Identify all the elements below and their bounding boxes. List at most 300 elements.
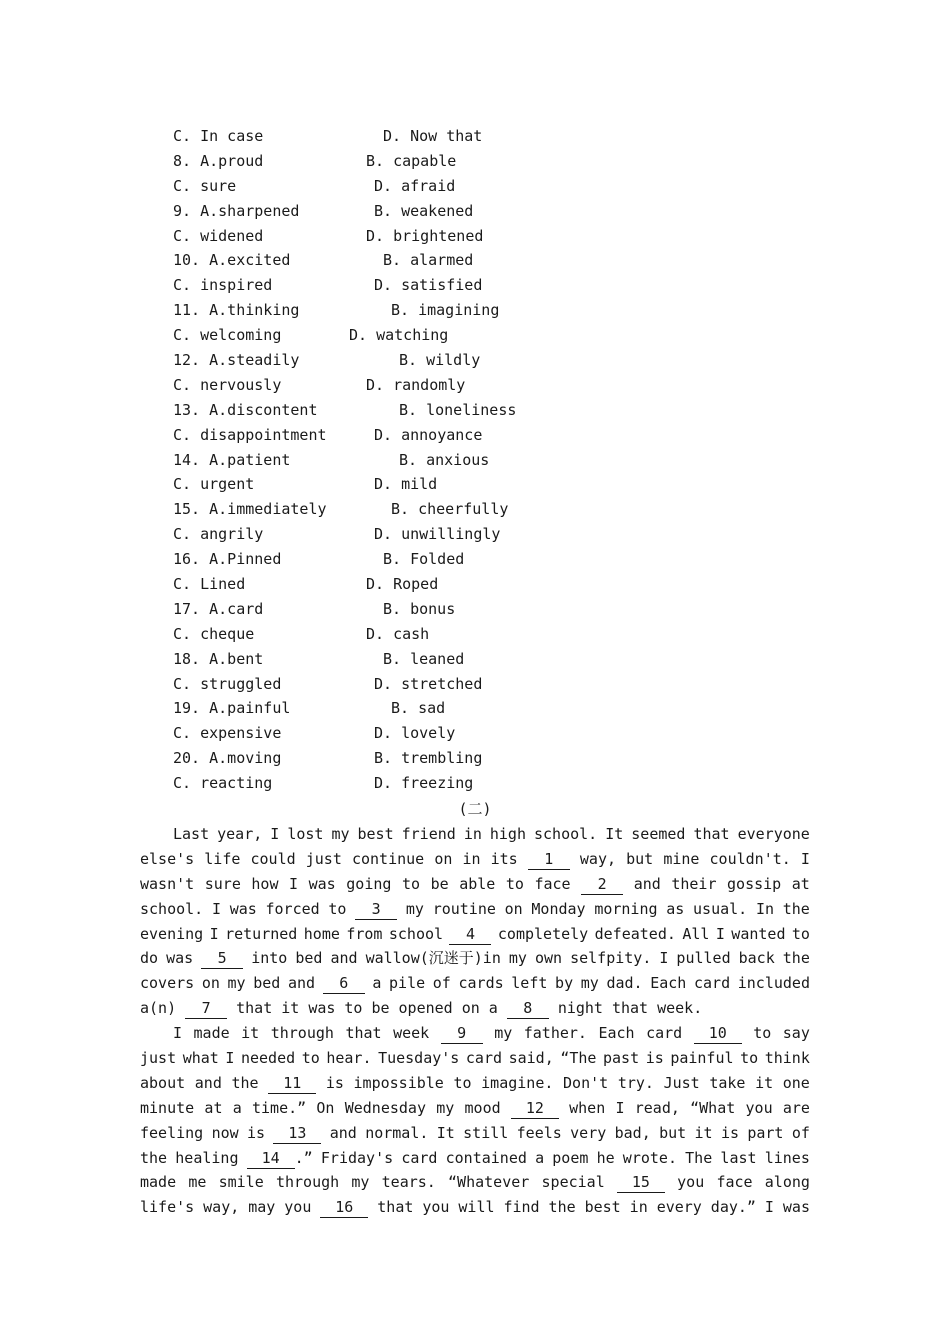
passage-word: minute bbox=[140, 1098, 195, 1117]
option-row bbox=[173, 149, 573, 174]
passage-word: needed bbox=[240, 1049, 296, 1068]
blank-slot bbox=[323, 971, 365, 996]
passage-word: at bbox=[791, 874, 810, 893]
passage-word: I bbox=[800, 849, 810, 868]
passage-line bbox=[140, 922, 810, 947]
passage-word: when bbox=[569, 1098, 606, 1117]
passage-word: lines bbox=[764, 1148, 810, 1167]
passage-word: and bbox=[633, 874, 661, 893]
passage-word: school. bbox=[140, 899, 204, 918]
passage-word: part bbox=[747, 1123, 784, 1142]
option-row bbox=[173, 672, 573, 697]
passage-word: Tuesday's bbox=[378, 1049, 460, 1068]
option-right: B. Folded bbox=[383, 550, 465, 569]
option-row bbox=[173, 497, 573, 522]
passage-line bbox=[140, 1146, 810, 1171]
passage-word: best bbox=[357, 825, 394, 843]
passage-word: I bbox=[270, 825, 280, 843]
passage-word: its bbox=[490, 849, 518, 868]
blank-number: 9 bbox=[441, 1024, 483, 1044]
passage-line bbox=[140, 1121, 810, 1146]
passage-word: “The bbox=[560, 1049, 597, 1068]
option-left: 15. A.immediately bbox=[173, 500, 327, 519]
passage-word: in bbox=[629, 1198, 648, 1217]
option-row bbox=[173, 721, 573, 746]
passage-word: card bbox=[693, 974, 731, 993]
passage-word: couldn't. bbox=[709, 849, 791, 868]
option-right: D. stretched bbox=[374, 674, 483, 693]
option-left: C. disappointment bbox=[173, 425, 327, 444]
passage-word: own bbox=[534, 949, 563, 968]
blank-number: 15 bbox=[617, 1173, 665, 1193]
passage-line bbox=[140, 1021, 810, 1046]
option-right: D. afraid bbox=[374, 176, 456, 195]
blank-slot bbox=[320, 1195, 368, 1220]
passage-word: Just bbox=[663, 1073, 700, 1092]
blank-slot bbox=[247, 1146, 313, 1171]
passage-word: usual. bbox=[693, 899, 748, 918]
passage-word: card bbox=[465, 1049, 503, 1068]
passage-line bbox=[140, 897, 810, 922]
option-left: C. expensive bbox=[173, 724, 282, 743]
passage-word: it bbox=[694, 1123, 713, 1142]
blank-slot bbox=[617, 1170, 665, 1195]
blank-number: 14 bbox=[247, 1149, 295, 1169]
passage-word: routine bbox=[432, 899, 496, 918]
option-right: B. trembling bbox=[374, 749, 483, 768]
option-right: B. weakened bbox=[374, 201, 474, 220]
option-row bbox=[173, 398, 573, 423]
passage-word: to bbox=[753, 1024, 772, 1043]
passage-word: you bbox=[745, 1098, 773, 1117]
passage-word: Don't bbox=[563, 1073, 609, 1092]
passage-word: On bbox=[316, 1098, 335, 1117]
passage-word: school bbox=[388, 924, 444, 943]
blank-slot bbox=[511, 1096, 559, 1121]
passage-word: continue bbox=[351, 849, 425, 868]
passage-word: that bbox=[377, 1198, 414, 1217]
passage-word: that bbox=[236, 999, 273, 1018]
passage-word: made bbox=[140, 1173, 177, 1192]
passage-word: along bbox=[764, 1173, 810, 1192]
passage-word: week. bbox=[657, 999, 703, 1018]
option-right: B. anxious bbox=[399, 450, 490, 469]
option-row bbox=[173, 448, 573, 473]
passage-word: now bbox=[211, 1123, 239, 1142]
passage-word: past bbox=[603, 1049, 640, 1068]
passage-word: was bbox=[308, 999, 336, 1018]
option-row bbox=[173, 348, 573, 373]
passage-word: Each bbox=[650, 974, 687, 993]
option-left: 10. A.excited bbox=[173, 251, 291, 270]
passage-word: to bbox=[791, 924, 810, 943]
blank-slot bbox=[507, 996, 549, 1021]
passage-word: returned bbox=[225, 924, 298, 943]
blank-slot bbox=[185, 996, 227, 1021]
passage-word: very bbox=[570, 1123, 607, 1142]
passage-word: my bbox=[331, 825, 350, 843]
blank-number: 2 bbox=[581, 875, 623, 895]
passage-word: is bbox=[645, 1049, 664, 1068]
passage-word: was bbox=[308, 874, 336, 893]
passage-word: are bbox=[782, 1098, 810, 1117]
option-left: C. Lined bbox=[173, 575, 246, 594]
option-right: B. cheerfully bbox=[391, 500, 509, 519]
blank-slot bbox=[268, 1071, 316, 1096]
passage-word: impossible bbox=[353, 1073, 444, 1092]
passage-word: friend bbox=[401, 825, 456, 843]
passage-word: “What bbox=[690, 1098, 736, 1117]
passage-word: home bbox=[303, 924, 340, 943]
option-row bbox=[173, 746, 573, 771]
passage-word: father. bbox=[523, 1024, 587, 1043]
passage-word: It bbox=[436, 1123, 455, 1142]
passage-line bbox=[140, 1096, 810, 1121]
passage-word: best bbox=[584, 1198, 621, 1217]
option-left: C. urgent bbox=[173, 475, 255, 494]
passage-word: on bbox=[201, 974, 220, 993]
passage-word: year, bbox=[217, 825, 263, 843]
option-right: D. freezing bbox=[374, 774, 474, 793]
passage-word: Wednesday bbox=[344, 1098, 426, 1117]
option-left: C. widened bbox=[173, 226, 264, 245]
passage-word: painful bbox=[670, 1049, 734, 1068]
passage-word: In bbox=[755, 899, 774, 918]
passage-word: that bbox=[611, 999, 649, 1018]
passage-word: Each bbox=[598, 1024, 635, 1043]
option-row bbox=[173, 522, 573, 547]
blank-number: 10 bbox=[694, 1024, 742, 1044]
passage-word: take bbox=[709, 1073, 746, 1092]
passage-word: on bbox=[461, 999, 480, 1018]
passage-line bbox=[140, 822, 810, 847]
option-row bbox=[173, 273, 573, 298]
passage-word: it bbox=[241, 1024, 260, 1043]
blank-number: 16 bbox=[320, 1198, 368, 1218]
passage-word: healing bbox=[175, 1148, 239, 1167]
option-row bbox=[173, 622, 573, 647]
passage-word: Friday's bbox=[320, 1148, 394, 1167]
option-right: B. wildly bbox=[399, 351, 481, 370]
passage-word: I bbox=[225, 1049, 235, 1068]
option-right: D. mild bbox=[374, 475, 438, 494]
option-row bbox=[173, 572, 573, 597]
option-right: D. Now that bbox=[383, 127, 483, 145]
option-row bbox=[173, 174, 573, 199]
passage-word: night bbox=[557, 999, 603, 1018]
passage-word: just bbox=[305, 849, 342, 868]
option-right: B. imagining bbox=[391, 301, 500, 320]
option-right: D. unwillingly bbox=[374, 525, 501, 544]
passage-word: it bbox=[755, 1073, 774, 1092]
option-right: B. capable bbox=[366, 151, 457, 170]
passage-word: imagine. bbox=[481, 1073, 554, 1092]
passage-word: to bbox=[401, 874, 421, 893]
passage-word: life bbox=[204, 849, 241, 868]
passage-word: may bbox=[248, 1198, 276, 1217]
passage-word: time.” bbox=[251, 1098, 307, 1117]
passage-word: poem bbox=[552, 1148, 589, 1167]
passage-word: the bbox=[782, 949, 810, 968]
blank-number: 12 bbox=[511, 1099, 559, 1119]
passage-word: left bbox=[511, 974, 548, 993]
option-right: D. cash bbox=[366, 624, 430, 643]
passage-word: feeling bbox=[140, 1123, 204, 1142]
option-left: C. struggled bbox=[173, 674, 282, 693]
passage-word: to bbox=[505, 874, 524, 893]
passage-word: every bbox=[656, 1198, 702, 1217]
passage-word: just bbox=[140, 1049, 177, 1068]
passage-word: dad. bbox=[606, 974, 643, 993]
option-left: 9. A.sharpened bbox=[173, 201, 300, 220]
option-left: 14. A.patient bbox=[173, 450, 291, 469]
option-left: C. welcoming bbox=[173, 326, 282, 345]
passage-word: Monday bbox=[531, 899, 586, 918]
option-row bbox=[173, 248, 573, 273]
option-left: C. sure bbox=[173, 176, 237, 195]
passage-word: you bbox=[284, 1198, 312, 1217]
passage-word: I bbox=[615, 1098, 625, 1117]
passage-word: lost bbox=[287, 825, 324, 843]
option-left: 12. A.steadily bbox=[173, 351, 300, 370]
passage-word: through bbox=[270, 1024, 334, 1043]
passage-word: about bbox=[140, 1073, 186, 1092]
passage-word: the bbox=[548, 1198, 576, 1217]
option-right: D. annoyance bbox=[374, 425, 483, 444]
passage-word: my bbox=[508, 949, 527, 968]
passage-word: said, bbox=[508, 1049, 554, 1068]
option-row bbox=[173, 647, 573, 672]
option-left: 13. A.discontent bbox=[173, 400, 318, 419]
passage-word: I bbox=[289, 874, 299, 893]
option-right: D. lovely bbox=[374, 724, 456, 743]
blank-slot bbox=[273, 1121, 321, 1146]
blank-slot bbox=[528, 847, 570, 872]
passage-word: my bbox=[405, 899, 424, 918]
passage-word: day.” bbox=[710, 1198, 756, 1217]
option-left: 19. A.painful bbox=[173, 699, 291, 718]
passage-word: I bbox=[173, 1024, 183, 1043]
option-row bbox=[173, 771, 573, 796]
passage-word: special bbox=[541, 1173, 605, 1192]
passage-word: gossip bbox=[727, 874, 782, 893]
passage-word: my bbox=[436, 1098, 455, 1117]
section-title: (二) bbox=[458, 800, 492, 818]
passage-word: bed bbox=[253, 974, 281, 993]
passage-word: I bbox=[715, 924, 725, 943]
option-right: D. Roped bbox=[366, 575, 439, 594]
passage-word: and bbox=[194, 1073, 222, 1092]
passage-word: defeated. bbox=[594, 924, 676, 943]
option-right: B. alarmed bbox=[383, 251, 474, 270]
passage-line bbox=[140, 1170, 810, 1195]
passage-word: from bbox=[346, 924, 383, 943]
blank-suffix: .” bbox=[294, 1148, 313, 1167]
passage-word: bed bbox=[295, 949, 323, 968]
option-row bbox=[173, 124, 573, 149]
passage-word: pulled bbox=[676, 949, 731, 968]
passage-word: able bbox=[459, 874, 496, 893]
passage-word: a bbox=[232, 1098, 242, 1117]
passage-word: included bbox=[737, 974, 810, 993]
blank-number: 4 bbox=[449, 925, 491, 945]
passage-word: through bbox=[275, 1173, 340, 1192]
passage-word: morning bbox=[594, 899, 658, 918]
cloze-passage bbox=[140, 822, 810, 1220]
passage-line bbox=[140, 1071, 810, 1096]
option-right: B. sad bbox=[391, 699, 446, 718]
passage-word: everyone bbox=[737, 825, 810, 843]
passage-word: I bbox=[211, 899, 221, 918]
passage-line bbox=[140, 996, 810, 1021]
passage-word: school. bbox=[534, 825, 598, 843]
passage-word: a bbox=[372, 974, 382, 993]
passage-word: high bbox=[489, 825, 526, 843]
option-row bbox=[173, 696, 573, 721]
passage-word: to bbox=[740, 1049, 759, 1068]
passage-word: wallow(沉迷于)in bbox=[365, 949, 501, 968]
passage-word: made bbox=[193, 1024, 230, 1043]
passage-word: on bbox=[434, 849, 453, 868]
blank-number: 13 bbox=[273, 1124, 321, 1144]
passage-word: to bbox=[344, 999, 363, 1018]
option-right: B. loneliness bbox=[399, 400, 517, 419]
passage-word: as bbox=[666, 899, 685, 918]
option-row bbox=[173, 423, 573, 448]
option-left: 16. A.Pinned bbox=[173, 550, 282, 569]
passage-word: my bbox=[494, 1024, 513, 1043]
passage-line bbox=[140, 946, 810, 971]
passage-word: All bbox=[682, 924, 710, 943]
passage-word: I bbox=[659, 949, 669, 968]
passage-word: opened bbox=[398, 999, 453, 1018]
passage-line bbox=[140, 847, 810, 872]
passage-word: sure bbox=[204, 874, 241, 893]
option-left: 17. A.card bbox=[173, 599, 264, 618]
passage-word: bad, bbox=[614, 1123, 651, 1142]
passage-word: read, bbox=[634, 1098, 680, 1117]
passage-word: was bbox=[166, 949, 194, 968]
option-left: 11. A.thinking bbox=[173, 301, 300, 320]
passage-word: could bbox=[250, 849, 296, 868]
passage-word: to bbox=[453, 1073, 472, 1092]
passage-word: their bbox=[671, 874, 717, 893]
option-row bbox=[173, 199, 573, 224]
passage-word: seemed bbox=[631, 825, 686, 843]
passage-word: he bbox=[596, 1148, 615, 1167]
passage-word: of bbox=[791, 1123, 810, 1142]
blank-slot bbox=[441, 1021, 483, 1046]
passage-word: to bbox=[328, 899, 347, 918]
passage-line bbox=[140, 872, 810, 897]
blank-slot bbox=[449, 922, 491, 947]
passage-word: I bbox=[209, 924, 219, 943]
passage-word: what bbox=[182, 1049, 219, 1068]
passage-word: selfpity. bbox=[570, 949, 652, 968]
passage-word: try. bbox=[617, 1073, 654, 1092]
blank-number: 3 bbox=[355, 900, 397, 920]
option-right: B. bonus bbox=[383, 599, 456, 618]
passage-word: that bbox=[345, 1024, 382, 1043]
option-row bbox=[173, 472, 573, 497]
passage-word: you bbox=[422, 1198, 450, 1217]
passage-word: to bbox=[301, 1049, 320, 1068]
passage-word: wanted bbox=[731, 924, 786, 943]
option-left: C. cheque bbox=[173, 624, 255, 643]
blank-number: 5 bbox=[201, 949, 243, 969]
passage-word: by bbox=[555, 974, 574, 993]
option-right: B. leaned bbox=[383, 649, 465, 668]
option-left: C. nervously bbox=[173, 375, 282, 394]
passage-word: pile bbox=[389, 974, 426, 993]
option-right: D. randomly bbox=[366, 375, 466, 394]
passage-line bbox=[140, 1195, 810, 1220]
passage-word: my bbox=[227, 974, 246, 993]
passage-word: how bbox=[251, 874, 279, 893]
passage-word: you bbox=[677, 1173, 705, 1192]
blank-number: 8 bbox=[507, 999, 549, 1019]
passage-line bbox=[140, 971, 810, 996]
passage-word: card bbox=[401, 1148, 438, 1167]
blank-slot bbox=[694, 1021, 742, 1046]
option-row bbox=[173, 547, 573, 572]
passage-word: say bbox=[782, 1024, 810, 1043]
passage-word: forced bbox=[265, 899, 320, 918]
passage-word: I bbox=[764, 1198, 774, 1217]
passage-word: card bbox=[646, 1024, 683, 1043]
passage-word: but bbox=[659, 1123, 687, 1142]
blank-number: 7 bbox=[185, 999, 227, 1019]
passage-word: it bbox=[281, 999, 300, 1018]
passage-word: life's bbox=[140, 1198, 195, 1217]
passage-word: is bbox=[325, 1073, 344, 1092]
passage-word: “Whatever bbox=[448, 1173, 530, 1192]
passage-word: hear. bbox=[326, 1049, 372, 1068]
passage-word: but bbox=[626, 849, 654, 868]
passage-word: and bbox=[330, 949, 358, 968]
passage-word: of bbox=[432, 974, 451, 993]
blank-slot bbox=[355, 897, 397, 922]
passage-word: It bbox=[605, 825, 624, 843]
passage-word: me bbox=[188, 1173, 207, 1192]
passage-word: in bbox=[462, 849, 481, 868]
passage-word: one bbox=[782, 1073, 810, 1092]
passage-word: smile bbox=[218, 1173, 264, 1192]
option-row bbox=[173, 373, 573, 398]
blank-slot bbox=[581, 872, 623, 897]
option-left: 18. A.bent bbox=[173, 649, 264, 668]
passage-word: feels bbox=[516, 1123, 562, 1142]
answer-options bbox=[173, 124, 573, 796]
passage-word: in bbox=[463, 825, 482, 843]
passage-word: the bbox=[782, 899, 810, 918]
passage-word: still bbox=[463, 1123, 509, 1142]
passage-word: and bbox=[287, 974, 316, 993]
passage-word: my bbox=[580, 974, 599, 993]
passage-word: contained bbox=[445, 1148, 527, 1167]
passage-word: wrote. bbox=[622, 1148, 677, 1167]
passage-word: the bbox=[140, 1148, 168, 1167]
passage-word: evening bbox=[140, 924, 204, 943]
option-left: C. angrily bbox=[173, 525, 264, 544]
passage-word: else's bbox=[140, 849, 195, 868]
passage-word: find bbox=[503, 1198, 540, 1217]
passage-word: covers bbox=[140, 974, 195, 993]
passage-word: wasn't bbox=[140, 874, 195, 893]
passage-word: way, bbox=[579, 849, 617, 868]
option-left: 20. A.moving bbox=[173, 749, 282, 768]
option-row bbox=[173, 323, 573, 348]
